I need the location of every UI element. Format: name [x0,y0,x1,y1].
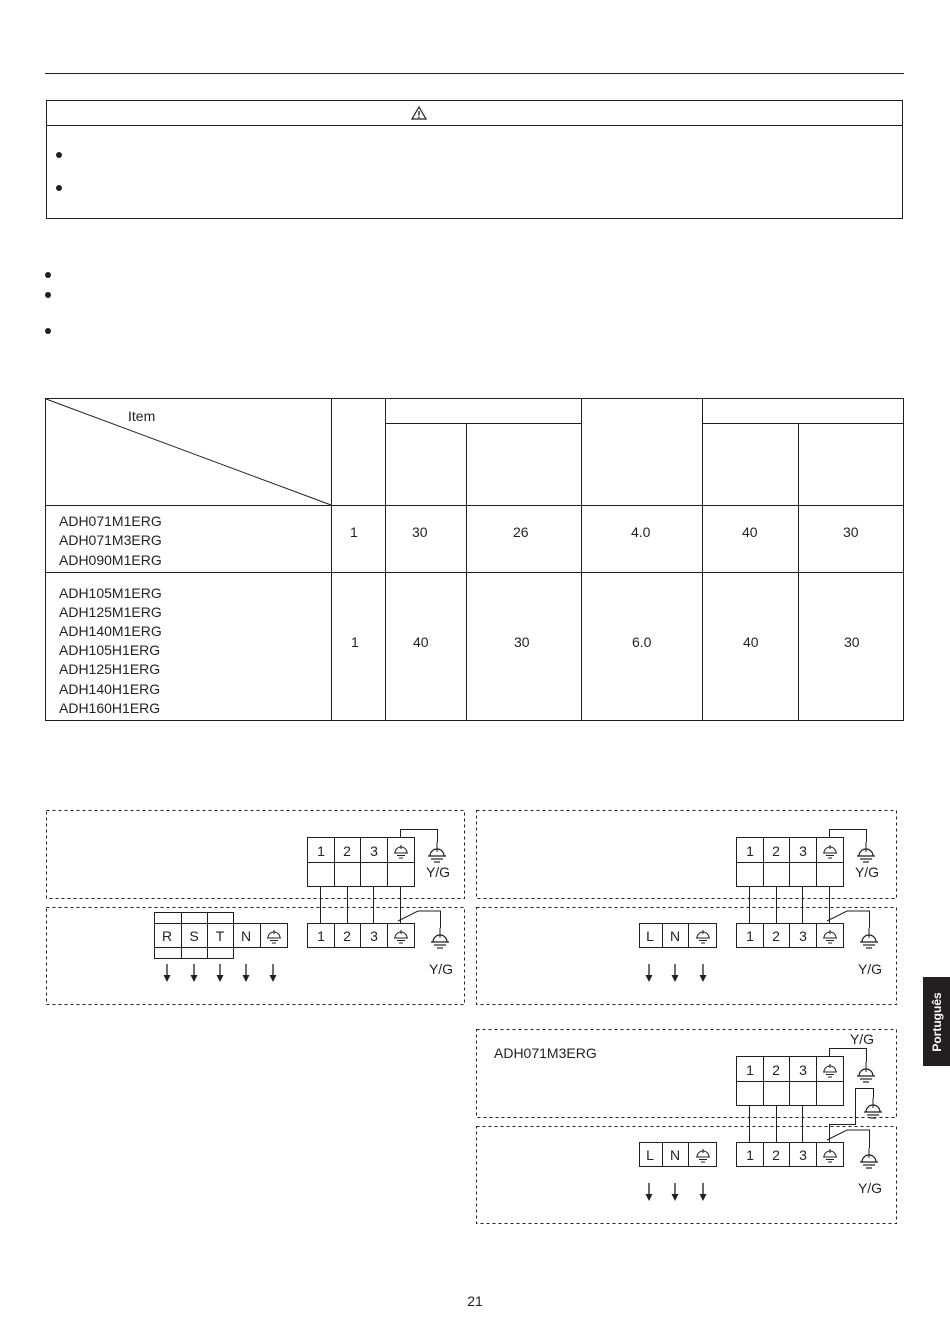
table-row-1-val-5: 40 [742,524,758,540]
table-row-1-val-2: 30 [412,524,428,540]
diagA-terminal-S: S [189,928,199,944]
diagB-top-terminal-2: 2 [772,843,780,859]
diagB-top-terminal-1: 1 [746,843,754,859]
table-row-1-val-6: 30 [843,524,859,540]
table-header-item: Item [128,408,156,424]
diagC-model-label: ADH071M3ERG [494,1045,597,1061]
diagB-bottom-terminal-1: 1 [746,928,754,944]
table-row-2-val-3: 30 [514,634,530,650]
diagC-terminal-N: N [669,1147,681,1163]
diagB-top-terminal-3: 3 [799,843,807,859]
table-row-1-model-1: ADH071M1ERG [59,513,162,529]
diagA-terminal-T: T [215,928,225,944]
page-number: 21 [467,1293,483,1309]
diagC-terminal-L: L [646,1147,654,1163]
table-row-2-model-4: ADH105H1ERG [59,642,161,658]
diagA-top-terminal-2: 2 [343,843,351,859]
table-row-1-val-4: 4.0 [631,524,651,540]
diagB-terminal-N: N [669,928,681,944]
diagA-yg-bottom: Y/G [428,961,454,977]
diagC-bottom-terminal-3: 3 [799,1147,807,1163]
diagA-yg-top: Y/G [425,864,451,880]
diagC-yg-top: Y/G [849,1031,875,1047]
table-row-2-model-7: ADH160H1ERG [59,700,161,716]
diagC-top-terminal-1: 1 [746,1062,754,1078]
table-row-2-val-1: 1 [351,634,359,650]
table-row-2-model-5: ADH125H1ERG [59,661,161,677]
diagC-top-terminal-3: 3 [799,1062,807,1078]
diagB-terminal-L: L [646,928,654,944]
diagA-bottom-terminal-2: 2 [343,928,351,944]
table-row-1-model-3: ADH090M1ERG [59,552,162,568]
diagA-terminal-N: N [240,928,252,944]
diagA-terminal-R: R [161,928,173,944]
table-row-1-val-3: 26 [513,524,529,540]
table-row-2-val-6: 30 [844,634,860,650]
diagB-bottom-terminal-2: 2 [772,928,780,944]
diagA-bottom-terminal-3: 3 [370,928,378,944]
diagB-bottom-terminal-3: 3 [799,928,807,944]
diagC-bottom-terminal-1: 1 [746,1147,754,1163]
table-row-2-model-2: ADH125M1ERG [59,604,162,620]
diagB-yg-top: Y/G [854,864,880,880]
diagC-bottom-terminal-2: 2 [772,1147,780,1163]
language-side-tab [923,977,950,1066]
table-row-2-val-2: 40 [413,634,429,650]
diagB-yg-bottom: Y/G [857,961,883,977]
diagC-top-terminal-2: 2 [772,1062,780,1078]
table-row-2-model-1: ADH105M1ERG [59,585,162,601]
diagA-top-terminal-3: 3 [370,843,378,859]
table-row-1-model-2: ADH071M3ERG [59,532,162,548]
diagA-bottom-terminal-1: 1 [317,928,325,944]
table-row-2-model-3: ADH140M1ERG [59,623,162,639]
table-row-2-model-6: ADH140H1ERG [59,681,161,697]
table-row-2-val-5: 40 [743,634,759,650]
table-row-2-val-4: 6.0 [632,634,652,650]
diagC-yg-bottom: Y/G [857,1180,883,1196]
diagA-top-terminal-1: 1 [317,843,325,859]
language-side-tab-label: Português [929,991,944,1052]
table-row-1-val-1: 1 [350,524,358,540]
